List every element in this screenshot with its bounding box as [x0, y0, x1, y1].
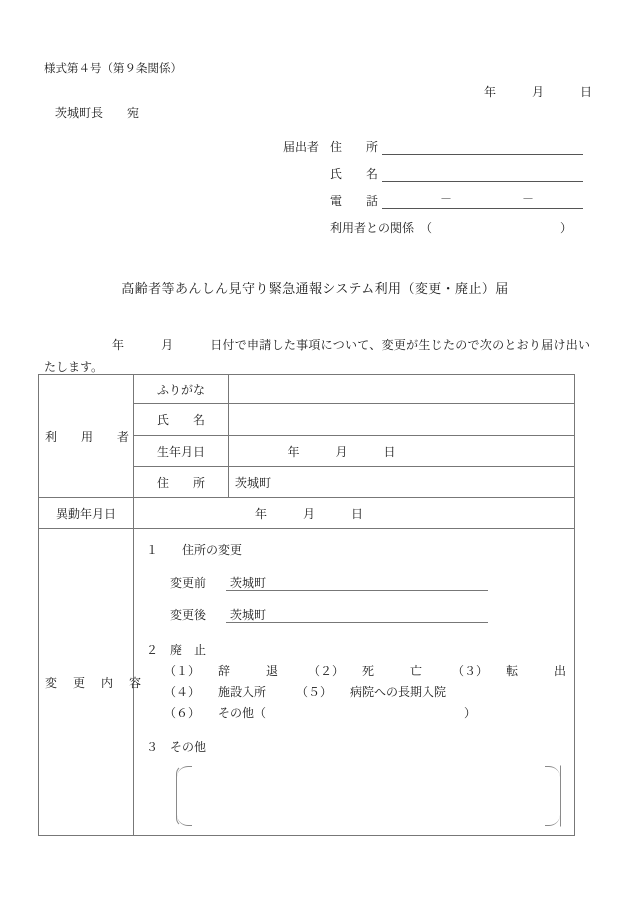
- user-furigana-label: ふりがな: [134, 375, 229, 404]
- submitter-relation-row: [283, 209, 583, 236]
- form-number: 様式第４号（第９条関係）: [44, 63, 182, 75]
- change-before-row: [146, 567, 574, 591]
- other-note-area[interactable]: [176, 765, 561, 827]
- user-address-label: 住 所: [134, 467, 229, 498]
- table-row: [39, 529, 575, 836]
- bracket-left-icon: [176, 765, 192, 827]
- addressee-line: 茨城町長 宛: [55, 106, 140, 120]
- change-item3-heading: ３ その他: [146, 740, 207, 754]
- submitter-name-input[interactable]: [382, 164, 583, 182]
- form-table: [38, 374, 575, 836]
- submitter-group-label: 届出者: [283, 140, 320, 154]
- transfer-date-marks: 年 月 日: [254, 506, 363, 521]
- bracket-right-icon: [545, 765, 561, 827]
- birthdate-marks: 年 月 日: [287, 444, 396, 459]
- change-after-input[interactable]: 茨城町: [226, 606, 488, 623]
- relation-close-paren: ）: [560, 221, 573, 235]
- submitter-name-label: 氏 名: [330, 167, 379, 181]
- user-group-label: 利 用 者: [39, 375, 134, 498]
- user-birthdate-input[interactable]: [229, 436, 575, 467]
- submitter-address-row: [283, 128, 583, 155]
- change-content-label: 変 更 内 容: [39, 529, 134, 836]
- change-item2-heading: ２ 廃 止: [146, 643, 207, 657]
- phone-dash-1: －: [440, 192, 453, 206]
- phone-dash-2: －: [522, 192, 535, 206]
- change-before-input[interactable]: 茨城町: [226, 574, 488, 591]
- user-furigana-input[interactable]: [229, 375, 575, 404]
- submitter-phone-label: 電 話: [330, 194, 379, 208]
- document-title: 高齢者等あんしん見守り緊急通報システム利用（変更・廃止）届: [121, 281, 509, 296]
- user-address-input[interactable]: 茨城町: [229, 467, 575, 498]
- submitter-block: [283, 128, 583, 236]
- relation-label: 利用者との関係 （: [330, 221, 433, 235]
- abolish-options-line-1[interactable]: （１） 辞 退 （２） 死 亡 （３） 転 出: [164, 664, 567, 678]
- submission-date-line: 年 月 日: [484, 85, 593, 99]
- change-after-row: [146, 599, 574, 623]
- change-before-label: 変更前: [170, 576, 207, 590]
- change-item1-heading: １ 住所の変更: [146, 543, 243, 557]
- change-content-cell: [134, 529, 575, 836]
- submitter-address-label: 住 所: [330, 140, 379, 154]
- submitter-phone-input[interactable]: [382, 191, 583, 209]
- abolish-options-line-2[interactable]: （４） 施設入所 （５） 病院への長期入院: [164, 685, 447, 699]
- table-row: [39, 375, 575, 404]
- intro-tail: ます。: [68, 360, 104, 375]
- transfer-date-input[interactable]: [134, 498, 575, 529]
- user-name-input[interactable]: [229, 404, 575, 436]
- abolish-options-line-3[interactable]: [146, 703, 574, 724]
- table-row: [39, 498, 575, 529]
- user-birthdate-label: 生年月日: [134, 436, 229, 467]
- abolish-other-close: ）: [464, 706, 477, 720]
- intro-lead: 年 月 日付で申請した事項について、変更が生じたので次のとおり届け出いたし: [44, 338, 590, 375]
- intro-paragraph: [44, 334, 590, 378]
- submitter-address-input[interactable]: [382, 137, 583, 155]
- transfer-date-label: 異動年月日: [39, 498, 134, 529]
- user-name-label: 氏 名: [134, 404, 229, 436]
- submitter-name-row: [283, 155, 583, 182]
- change-after-label: 変更後: [170, 608, 207, 622]
- abolish-other-open: （６） その他（: [164, 706, 267, 720]
- submitter-phone-row: [283, 182, 583, 209]
